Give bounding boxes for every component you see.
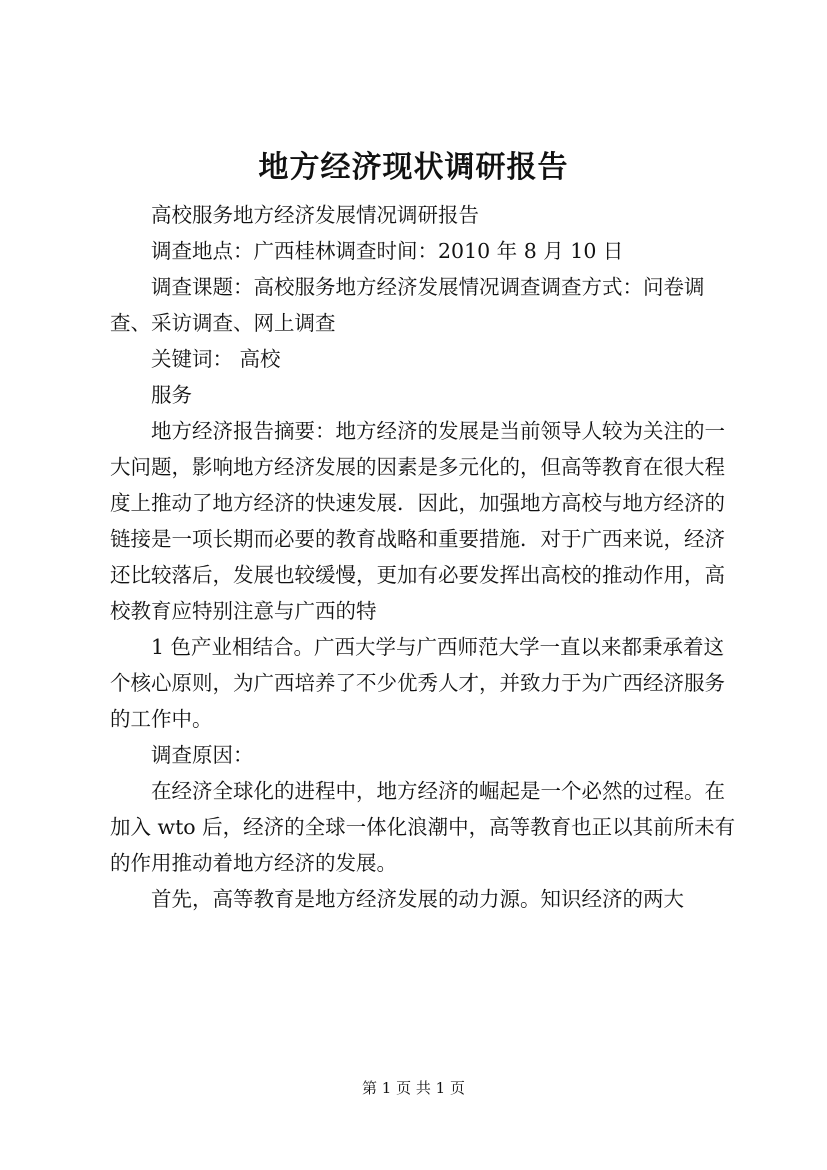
paragraph-globalization: 在经济全球化的进程中，地方经济的崛起是一个必然的过程。在加入 wto 后，经济的全球一体化浪潮中，高等教育也正以其前所未有的作用推动着地方经济的发展。 [110,779,736,875]
paragraph-keywords: 关键词： 高校 [151,347,281,371]
paragraph-abstract: 地方经济报告摘要：地方经济的发展是当前领导人较为关注的一大问题，影响地方经济发展的因素是多元化的，但高等教育在很大程度上推动了地方经济的快速发展．因此，加强地方高校与地方经济的链接是一项长期而必要的教育战略和重要措施．对于广西来说，经济还比较落后，发展也较缓慢，更加有必要发挥出高校的推动作用，高校教育应特别注意与广西的特 [110,419,725,623]
paragraph-location-time: 调查地点：广西桂林调查时间：2010 年 8 月 10 日 [151,239,624,263]
paragraph-keyword-service: 服务 [151,383,192,407]
paragraph-subtitle: 高校服务地方经济发展情况调研报告 [151,203,479,227]
paragraph-topic-method: 调查课题：高校服务地方经济发展情况调查调查方式：问卷调查、采访调查、网上调查 [110,275,705,335]
page-number-footer: 第 1 页 共 1 页 [362,1079,465,1097]
paragraph-industry: 1 色产业相结合。广西大学与广西师范大学一直以来都秉承着这个核心原则，为广西培养了不少优秀人才，并致力于为广西经济服务的工作中。 [110,635,725,731]
document-title: 地方经济现状调研报告 [258,150,569,185]
paragraph-reason-heading: 调查原因： [151,743,254,767]
document-body [110,197,738,917]
paragraph-first-point: 首先，高等教育是地方经济发展的动力源。知识经济的两大 [151,887,684,911]
